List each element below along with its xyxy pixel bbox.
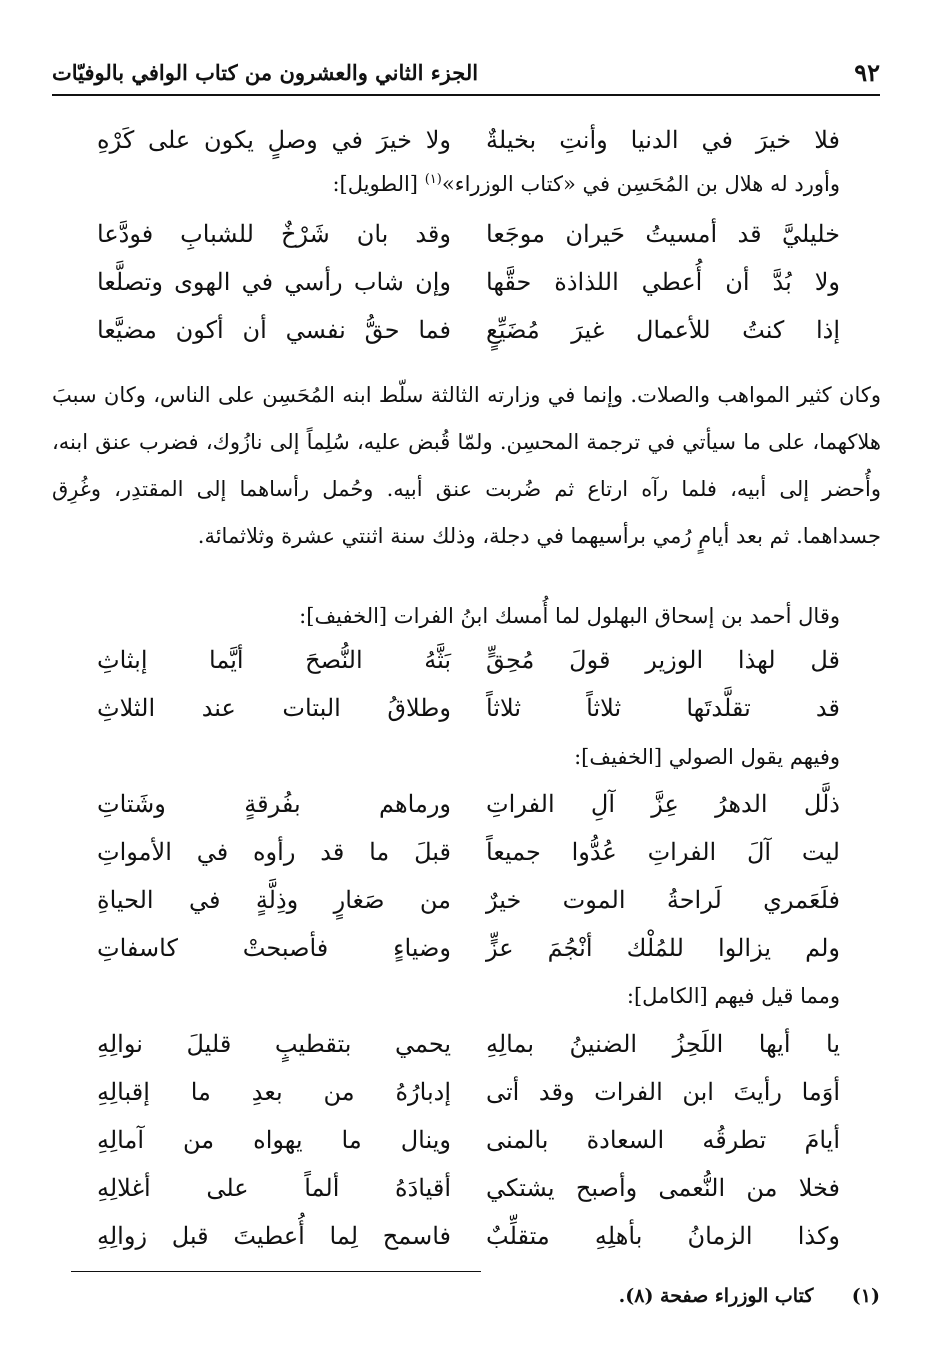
verse-introduction: ومما قيل فيهم [الكامل]: <box>626 984 840 1008</box>
verse-first-hemistich: وكذا الزمانُ بأهلِهِ متقلِّبٌ <box>486 1222 840 1250</box>
verse-first-hemistich: فلا خيرَ في الدنيا وأنتِ بخيلةٌ <box>486 126 840 154</box>
verse-first-hemistich: أوَما رأيتَ ابن الفرات وقد أتى <box>486 1078 840 1106</box>
verse-second-hemistich: فما حقُّ نفسي أن أكون مضيَّعا <box>97 316 451 344</box>
verse-first-hemistich: ولا بُدَّ أن أُعطي اللذاذة حقَّها <box>486 268 840 296</box>
verse-line <box>85 838 840 878</box>
intro-text: وأورد له هلال بن المُحَسِن في «كتاب الوزراء» <box>441 172 840 196</box>
verse-line <box>85 646 840 686</box>
verse-line <box>85 268 840 308</box>
meter-label: [الطويل]: <box>332 172 419 196</box>
running-title: الجزء الثاني والعشرون من كتاب الوافي بالوفيّات <box>52 60 479 85</box>
verse-first-hemistich: قل لهذا الوزير قولَ مُحِقٍّ <box>486 646 840 674</box>
verse-first-hemistich: ليت آلَ الفراتِ عُدُّوا جميعاً <box>486 838 840 866</box>
verse-line <box>85 1030 840 1070</box>
verse-first-hemistich: ذلَّل الدهرُ عِزَّ آلِ الفراتِ <box>486 790 840 818</box>
verse-second-hemistich: وضياءٍ فأصبحتْ كاسفاتِ <box>97 934 451 962</box>
verse-introduction <box>60 172 840 196</box>
verse-first-hemistich: أيامَ تطرقُه السعادة بالمنى <box>486 1126 840 1154</box>
footnote-divider <box>71 1271 481 1272</box>
verse-first-hemistich: فخلا من النُّعمى وأصبح يشتكي <box>486 1174 840 1202</box>
verse-second-hemistich: بَثَّهُ النُّصحَ أيَّما إبثاثِ <box>97 646 451 674</box>
footnote-text: كتاب الوزراء صفحة (٨). <box>618 1285 814 1307</box>
verse-second-hemistich: وينال ما يهواه من آمالِهِ <box>97 1126 451 1154</box>
verse-second-hemistich: من صَغارٍ وذِلَّةٍ في الحياةِ <box>97 886 451 914</box>
verse-line <box>85 1174 840 1214</box>
verse-second-hemistich: يحمي بتقطيبٍ قليلَ نوالِهِ <box>97 1030 451 1058</box>
verse-first-hemistich: يا أيها اللَحِزُ الضنينُ بمالِهِ <box>486 1030 840 1058</box>
verse-line <box>85 220 840 260</box>
footnote-marker: (١) <box>424 172 442 187</box>
verse-line <box>85 316 840 356</box>
verse-first-hemistich: خليليَّ قد أمسيتُ حَيران موجَعا <box>486 220 840 248</box>
verse-second-hemistich: ورماهم بفُرقةٍ وشَتاتِ <box>97 790 451 818</box>
verse-line <box>85 1126 840 1166</box>
verse-line <box>85 1222 840 1262</box>
verse-first-hemistich: ولم يزالوا للمُلْك أنْجُمَ عزٍّ <box>486 934 840 962</box>
verse-second-hemistich: إدبارُهُ من بعدِ ما إقبالِهِ <box>97 1078 451 1106</box>
verse-line <box>85 1078 840 1118</box>
verse-second-hemistich: أقيادَهُ ألماً على أغلالِهِ <box>97 1174 451 1202</box>
verse-first-hemistich: قد تقلَّدتَها ثلاثاً ثلاثاً <box>486 694 840 722</box>
verse-line <box>85 694 840 734</box>
verse-second-hemistich: وقد بان شَرْخٌ للشبابِ فودَّعا <box>97 220 451 248</box>
verse-introduction: وفيهم يقول الصولي [الخفيف]: <box>574 745 840 769</box>
verse-first-hemistich: إذا كنتُ للأعمال غيرَ مُضَيِّعٍ <box>486 316 840 344</box>
footnote <box>52 1285 880 1307</box>
page-header <box>52 54 880 96</box>
verse-line <box>85 886 840 926</box>
page-number: ٩٢ <box>854 58 880 87</box>
verse-introduction: وقال أحمد بن إسحاق البهلول لما أُمسك ابنُ الفرات [الخفيف]: <box>299 604 840 628</box>
verse-line <box>85 934 840 974</box>
verse-second-hemistich: وإن شاب رأسي في الهوى وتصلَّعا <box>97 268 451 296</box>
prose-paragraph: وكان كثير المواهب والصلات. وإنما في وزارته الثالثة سلّط ابنه المُحَسِن على الناس، وكان سببَ هلاكهما، على ما سيأتي في ترجمة المحسِن. ولمّا قُبض عليه، سُلِماً إلى نازُوك، فضرب عنق ابنه، وأُحضر إلى أبيه، فلما رآه ارتاع ثم ضُربت عنق أبيه. وحُمل رأساهما إلى المقتدِر، وغُرِق جسداهما. ثم بعد أيامٍ رُمي برأسيهما في دجلة، وذلك سنة اثنتي عشرة وثلاثمائة. <box>52 383 881 548</box>
verse-first-hemistich: فلَعَمري لَراحةُ الموت خيرٌ <box>486 886 840 914</box>
footnote-number: (١) <box>851 1285 880 1307</box>
verse-second-hemistich: ولا خيرَ في وصلٍ يكون على كَرْهِ <box>97 126 451 154</box>
verse-line <box>85 790 840 830</box>
verse-line <box>85 126 840 166</box>
verse-second-hemistich: قبلَ ما قد رأوه في الأمواتِ <box>97 838 451 866</box>
verse-second-hemistich: وطلاقُ البتات عند الثلاثِ <box>97 694 451 722</box>
verse-second-hemistich: فاسمح لِما أُعطيتَ قبل زوالِهِ <box>97 1222 451 1250</box>
